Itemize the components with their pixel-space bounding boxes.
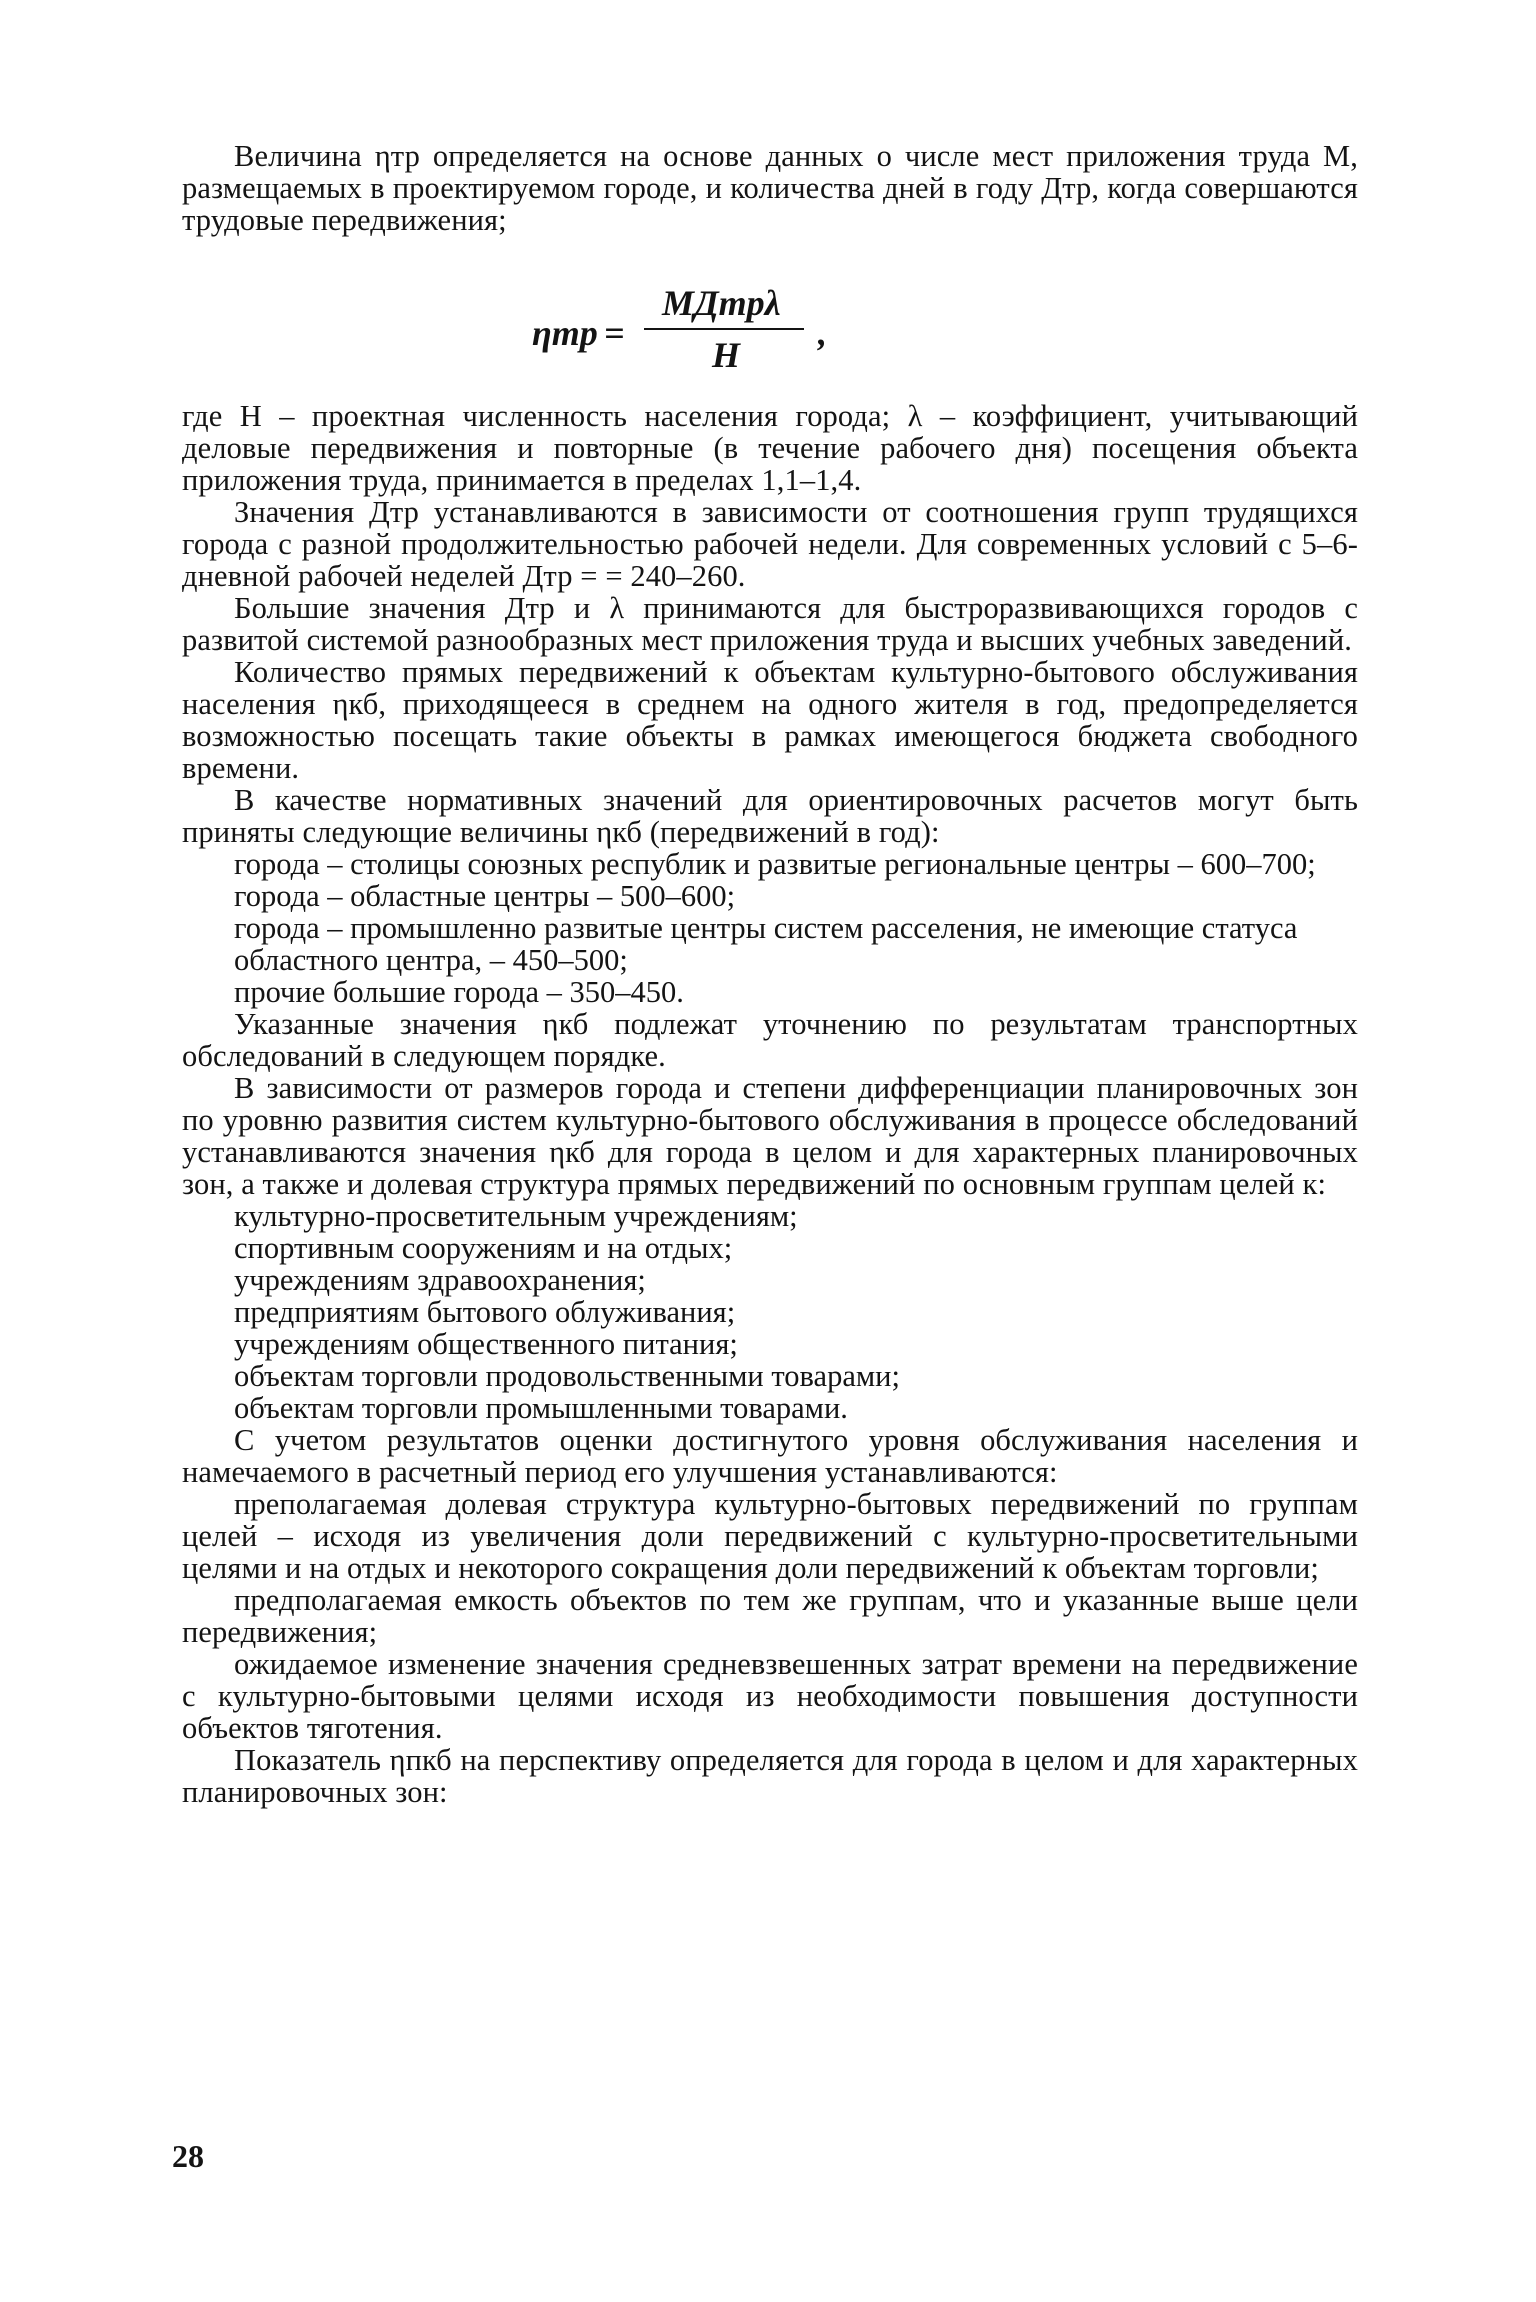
list-item: учреждениям здравоохранения; — [234, 1263, 646, 1297]
paragraph: Показатель ηпкб на перспективу определяется для города в целом и для характерных планировочных зон: — [182, 1743, 1358, 1809]
page-number: 28 — [172, 2138, 204, 2174]
paragraph: преполагаемая долевая структура культурно-бытовых передвижений по группам целей – исходя из увеличения доли передвижений с культурно-просветительными целями и на отдых и некоторого сокращения доли передвижений к объектам торговли; — [182, 1487, 1358, 1585]
paragraph: предполагаемая емкость объектов по тем же группам, что и указанные выше цели передвижения; — [182, 1583, 1358, 1649]
formula-denominator: H — [712, 335, 741, 375]
fraction-bar — [644, 328, 804, 330]
list-item: города – столицы союзных республик и развитые региональные центры – 600–700; — [234, 847, 1316, 881]
list-item: города – областные центры – 500–600; — [234, 879, 736, 913]
formula-equals: = — [604, 313, 625, 353]
list-item: предприятиям бытового облуживания; — [234, 1295, 736, 1329]
list-item: культурно-просветительным учреждениям; — [234, 1199, 798, 1233]
formula-lhs: ηтр — [532, 313, 598, 353]
list-item: прочие большие города – 350–450. — [234, 975, 684, 1009]
list-item: спортивным сооружениям и на отдых; — [234, 1231, 733, 1265]
paragraph: С учетом результатов оценки достигнутого уровня обслуживания населения и намечаемого в расчетный период его улучшения устанавливаются: — [182, 1423, 1358, 1489]
paragraph: ожидаемое изменение значения средневзвешенных затрат времени на передвижение с культурно-бытовыми целями исходя из необходимости повышения доступности объектов тяготения. — [182, 1647, 1358, 1745]
paragraph: Количество прямых передвижений к объектам культурно-бытового обслуживания населения ηкб, приходящееся в среднем на одного жителя в год, предопределяется возможностью посещать такие объекты в рамках имеющегося бюджета свободного времени. — [182, 655, 1358, 785]
text-block-top — [182, 140, 1358, 236]
formula-comma: , — [818, 313, 827, 353]
text-block-main — [182, 400, 1358, 1808]
paragraph: В зависимости от размеров города и степени дифференциации планировочных зон по уровню развития систем культурно-бытового обслуживания в процессе обследований устанавливаются значения ηкб для города в целом и для характерных планировочных зон, а также и долевая структура прямых передвижений по основным группам целей к: — [182, 1071, 1358, 1201]
paragraph: Большие значения Дтр и λ принимаются для быстроразвивающихся городов с развитой системой разнообразных мест приложения труда и высших учебных заведений. — [182, 591, 1358, 657]
paragraph: Значения Дтр устанавливаются в зависимости от соотношения групп трудящихся города с разной продолжительностью рабочей недели. Для современных условий с 5–6-дневной рабочей неделей Дтр = = 240–260. — [182, 495, 1358, 593]
paragraph: Величина ηтр определяется на основе данных о числе мест приложения труда M, размещаемых в проектируемом городе, и количества дней в году Дтр, когда совершаются трудовые передвижения; — [182, 139, 1358, 237]
list-item: объектам торговли продовольственными товарами; — [234, 1359, 900, 1393]
formula-trip-count — [532, 272, 952, 375]
list-item: учреждениям общественного питания; — [234, 1327, 738, 1361]
paragraph: В качестве нормативных значений для ориентировочных расчетов могут быть приняты следующие величины ηкб (передвижений в год): — [182, 783, 1358, 849]
paragraph: Указанные значения ηкб подлежат уточнению по результатам транспортных обследований в следующем порядке. — [182, 1007, 1358, 1073]
formula-numerator: MДтрλ — [662, 283, 781, 323]
list-item: объектам торговли промышленными товарами. — [234, 1391, 848, 1425]
list-item: города – промышленно развитые центры систем расселения, не имеющие статуса областного центра, – 450–500; — [234, 911, 1298, 977]
paragraph: где H – проектная численность населения города; λ – коэффициент, учитывающий деловые передвижения и повторные (в течение рабочего дня) посещения объекта приложения труда, принимается в пределах 1,1–1,4. — [182, 399, 1358, 497]
